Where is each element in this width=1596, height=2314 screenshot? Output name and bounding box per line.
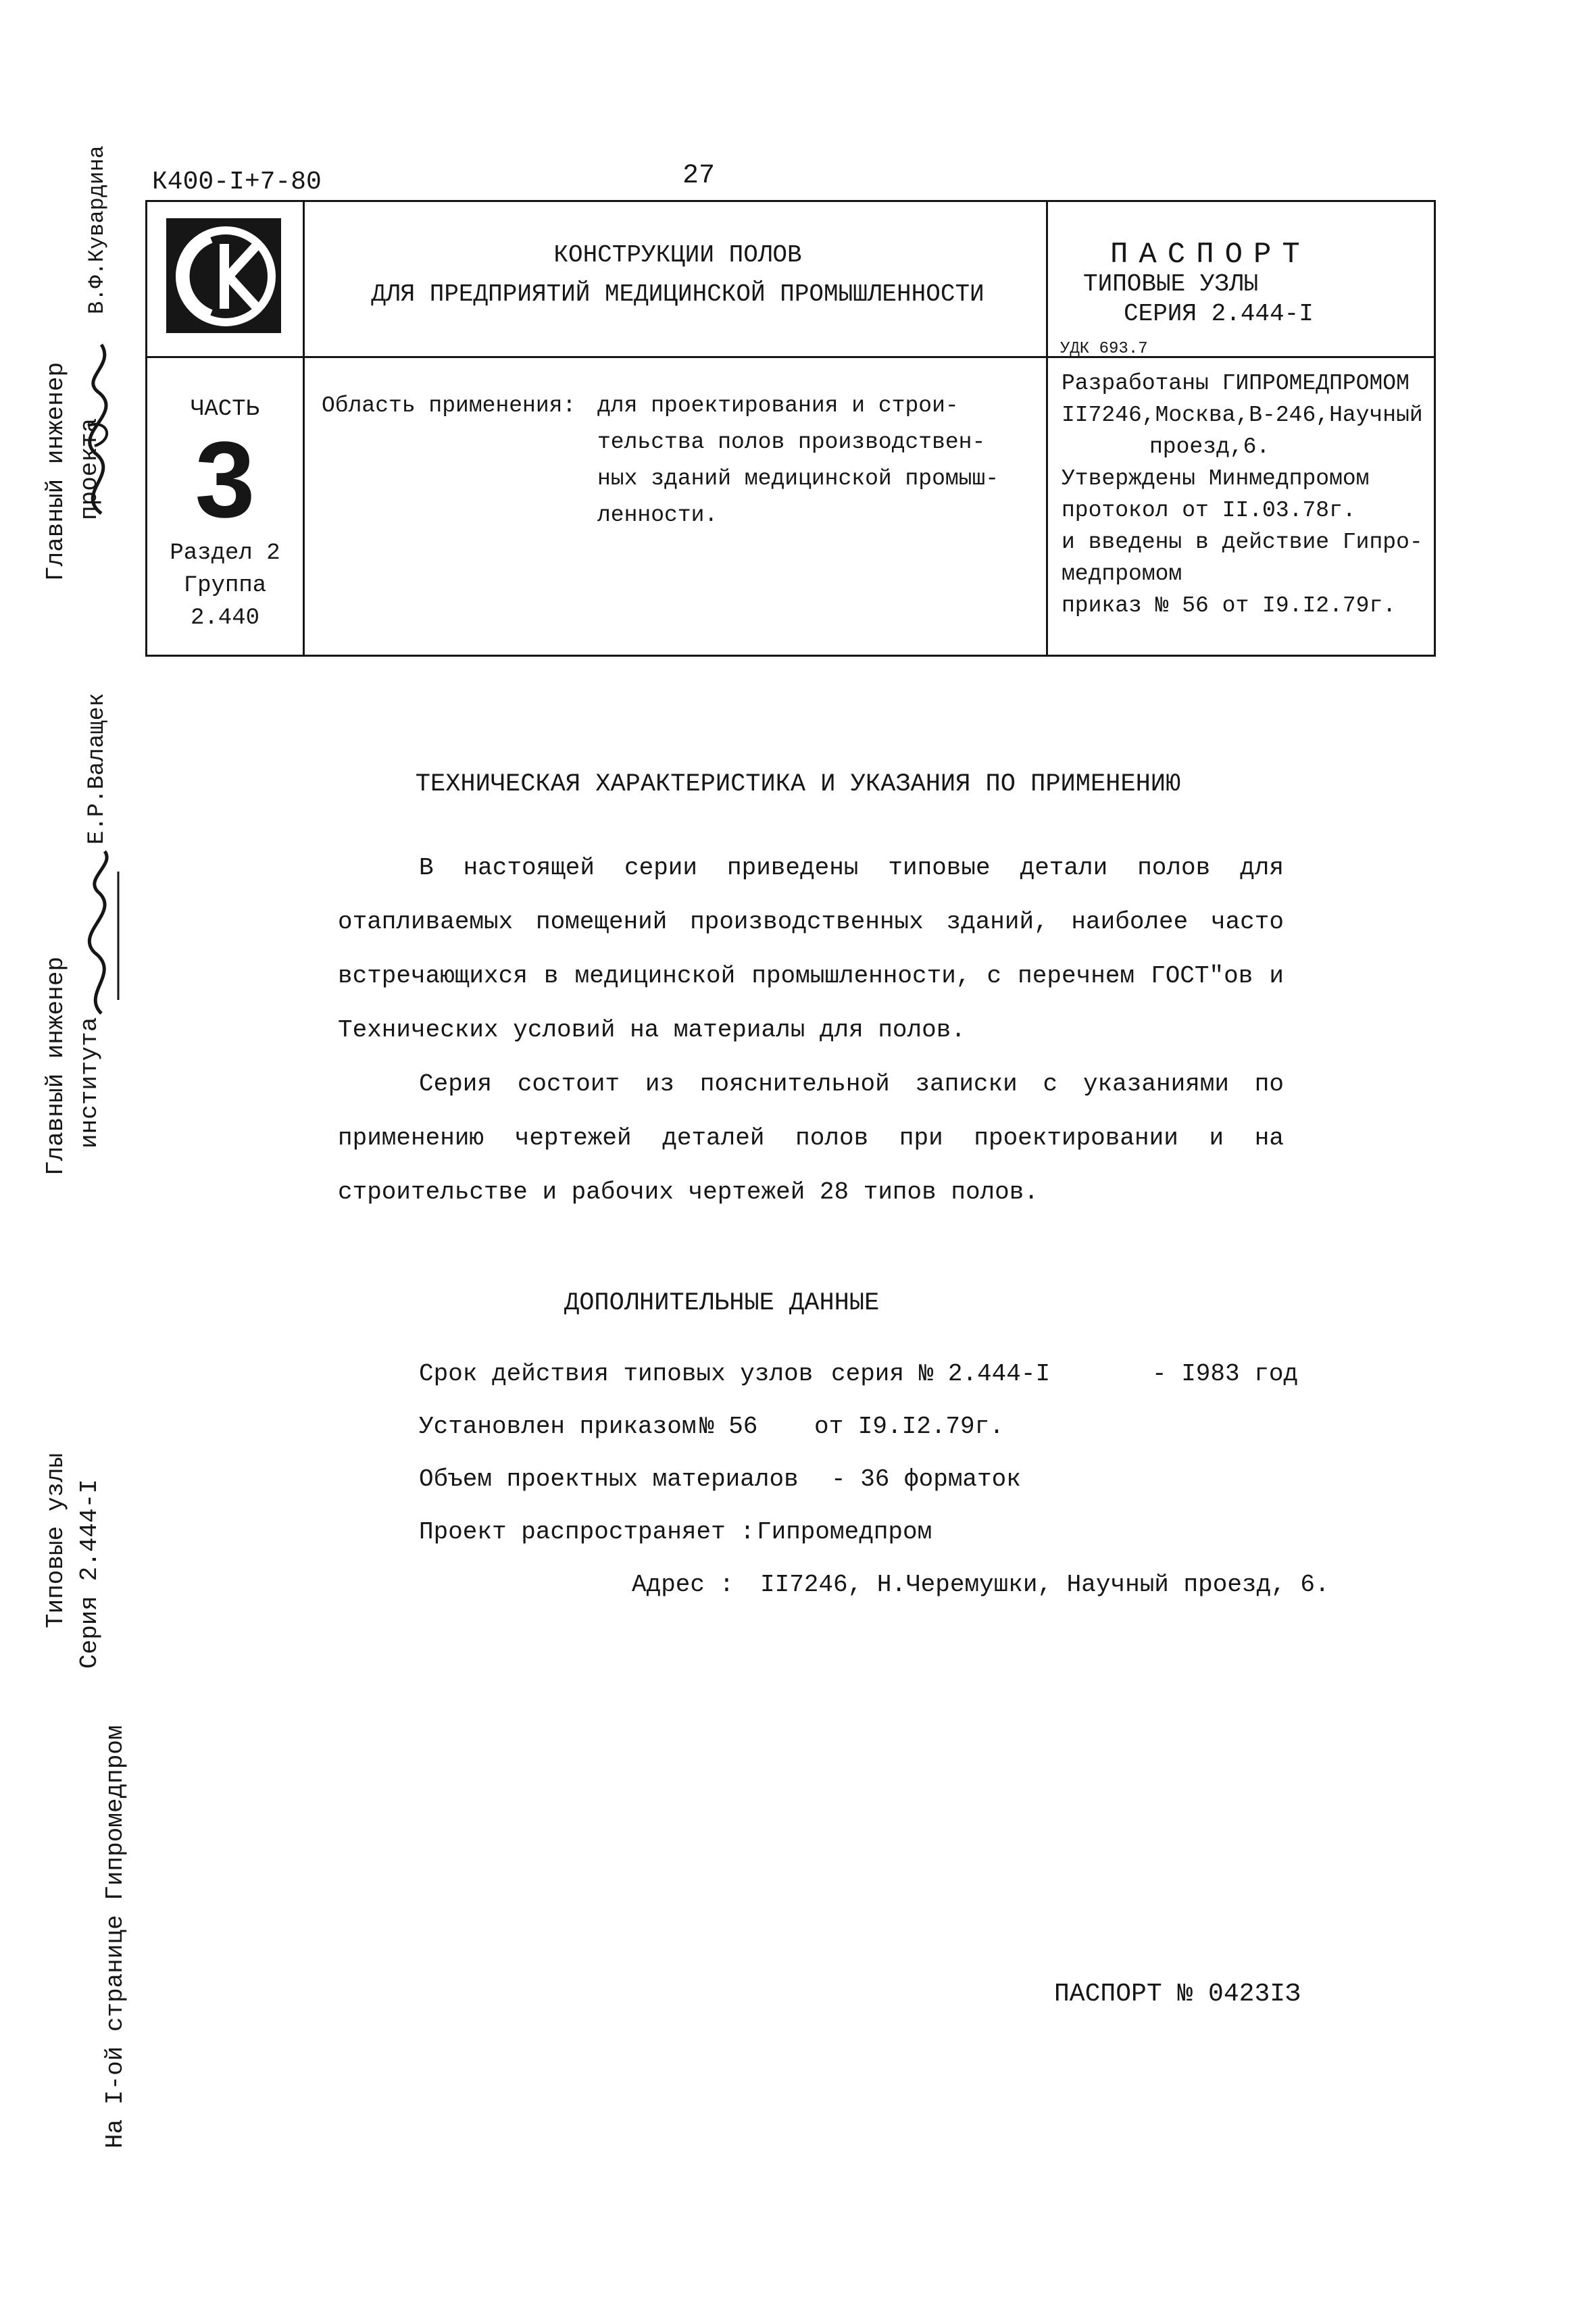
margin-chief-engineer-project: Главный инженер [42, 361, 70, 581]
volume-label: Объем проектных материалов [419, 1465, 799, 1493]
signature-2-icon [54, 845, 135, 1020]
title-block [145, 200, 1436, 657]
developer-line: Разработаны ГИПРОМЕДПРОМОМ [1062, 371, 1410, 396]
part-block [147, 363, 303, 634]
margin-engineer1-name: В.Ф.Кувардина [84, 145, 109, 314]
order-date: от І9.І2.79г. [814, 1413, 1004, 1440]
term-value: - І983 год [1152, 1360, 1299, 1388]
group-number: 2.440 [190, 605, 260, 631]
part-label: ЧАСТЬ [190, 397, 260, 422]
page-number: 27 [682, 161, 716, 191]
scope-line: для проектирования и строи- [597, 393, 959, 418]
order-row [419, 1401, 1297, 1453]
developer-line: медпромом [1062, 561, 1182, 586]
margin-series: Серия 2.444-І [76, 1479, 103, 1669]
passport-block [1056, 240, 1407, 364]
developer-line: проезд,6. [1149, 434, 1270, 459]
term-row [419, 1348, 1297, 1401]
signature-1-icon [61, 324, 135, 520]
series-label: СЕРИЯ 2.444-І [1124, 300, 1314, 328]
address-label: Адрес : [632, 1571, 734, 1599]
distributor-row [419, 1506, 1297, 1559]
passport-label: ПАСПОРТ [1110, 238, 1311, 272]
ck-logo-icon [166, 218, 281, 333]
document-title [309, 236, 1046, 314]
developer-line: Утверждены Минмедпромом [1062, 466, 1370, 491]
scope-label: Область применения: [322, 393, 576, 418]
margin-chief-engineer-institute: Главный инженер [42, 956, 70, 1176]
divider [1046, 202, 1048, 655]
udk-label: УДК 693.7 [1060, 340, 1148, 358]
margin-first-page-note: На І-ой странице Гипромедпром [101, 1725, 129, 2148]
title-line: ДЛЯ ПРЕДПРИЯТИЙ МЕДИЦИНСКОЙ ПРОМЫШЛЕННОСТИ [371, 280, 984, 308]
document-code: К400-І+7-80 [152, 168, 322, 197]
developer-line: протокол от ІІ.03.78г. [1062, 498, 1356, 523]
scope-line: ных зданий медицинской промыш- [597, 466, 999, 491]
term-label: Срок действия типовых узлов [419, 1360, 814, 1388]
order-label: Установлен приказом [419, 1413, 697, 1440]
margin-typical-units: Типовые узлы [42, 1453, 70, 1628]
scope-text [597, 388, 1023, 534]
scope-line: ленности. [597, 503, 718, 528]
additional-data [419, 1348, 1330, 1611]
margin-engineer2-name: Е.Р.Валащек [84, 693, 110, 845]
distributor-value: Гипромедпром [757, 1518, 932, 1546]
tech-paragraph: Серия состоит из пояснительной записки с указаниями по применению чертежей деталей полов при проектировании и на строительстве и рабочих чертежей 28 типов полов. [338, 1070, 1284, 1206]
part-number: 3 [195, 419, 255, 540]
tech-heading: ТЕХНИЧЕСКАЯ ХАРАКТЕРИСТИКА И УКАЗАНИЯ ПО ПРИМЕНЕНИЮ [415, 770, 1181, 799]
developer-block [1062, 368, 1433, 622]
tech-paragraph: В настоящей серии приведены типовые детали полов для отапливаемых помещений производственных зданий, наиболее часто встречающихся в медицинской промышленности, с перечнем ГОСТ"ов и Технических условий на материалы для полов. [338, 854, 1284, 1044]
order-number: № 56 [699, 1413, 758, 1440]
developer-line: приказ № 56 от І9.І2.79г. [1062, 593, 1397, 618]
margin-institute-word: института [76, 1017, 103, 1149]
address-value: ІІ7246, Н.Черемушки, Научный проезд, 6. [760, 1571, 1330, 1599]
divider [303, 202, 305, 655]
margin-project-word: проекта [76, 418, 103, 520]
section-label: Раздел 2 [170, 540, 280, 566]
typical-units-label: ТИПОВЫЕ УЗЛЫ [1083, 270, 1259, 298]
distributor-label: Проект распространяет : [419, 1518, 755, 1546]
developer-line: ІІ7246,Москва,В-246,Научный [1062, 403, 1423, 428]
address-row [419, 1559, 1330, 1611]
volume-value: - 36 форматок [831, 1465, 1021, 1493]
additional-heading: ДОПОЛНИТЕЛЬНЫЕ ДАННЫЕ [564, 1289, 880, 1317]
title-line: КОНСТРУКЦИИ ПОЛОВ [553, 241, 802, 269]
volume-row [419, 1453, 1297, 1506]
term-series: серия № 2.444-І [831, 1360, 1051, 1388]
developer-line: и введены в действие Гипро- [1062, 530, 1423, 555]
scope-line: тельства полов производствен- [597, 430, 986, 455]
passport-number: ПАСПОРТ № 0423ІЗ [1054, 1980, 1301, 2009]
group-label: Группа [183, 573, 267, 599]
